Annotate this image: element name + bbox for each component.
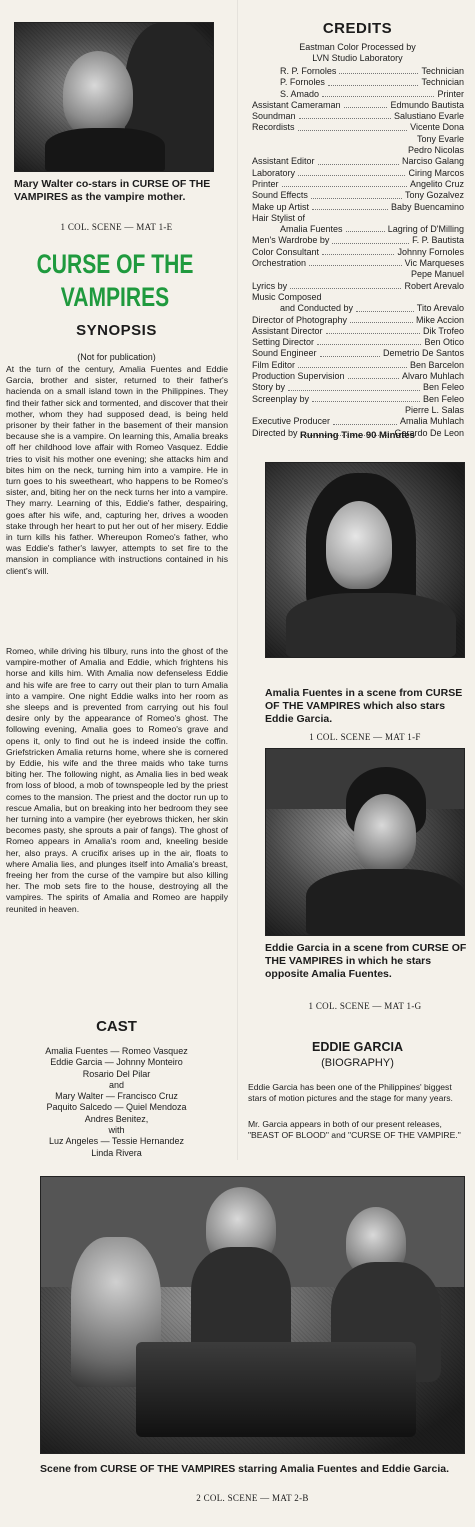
credit-name: Robert Arevalo [404, 280, 464, 291]
credit-role: Assistant Cameraman [252, 99, 341, 110]
credit-row [252, 134, 464, 145]
credit-role: Sound Effects [252, 190, 308, 201]
credit-row [252, 122, 464, 133]
cast-list [14, 1046, 219, 1159]
credit-name: Printer [437, 88, 464, 99]
credit-row [252, 292, 464, 303]
credit-leader-dots [339, 66, 418, 74]
credit-role: Color Consultant [252, 246, 320, 257]
credit-name: Ben Feleo [422, 393, 464, 404]
credit-role: Production Supervision [252, 371, 345, 382]
cast-line: Eddie Garcia — Johnny Monteiro [50, 1057, 183, 1068]
photo1-caption: Mary Walter co-stars in CURSE OF THE VAMPIRES as the vampire mother. [14, 178, 211, 203]
credit-row [252, 66, 464, 77]
credit-row [252, 202, 464, 213]
credit-name: Ben Feleo [422, 382, 464, 393]
credit-leader-dots [317, 337, 421, 345]
credits-intro-line1: Eastman Color Processed by [299, 42, 416, 52]
bio-paragraph-1: Eddie Garcia has been one of the Philippines' biggest stars of motion pictures and the stage for many years. [248, 1082, 453, 1104]
credit-leader-dots [346, 224, 385, 232]
credit-name: Technician [421, 66, 464, 76]
credit-role: R. P. Fornoles [280, 66, 337, 76]
photo-coffin-scene [40, 1176, 465, 1454]
credit-row [252, 337, 464, 348]
credit-row [252, 326, 464, 337]
credit-row [252, 145, 464, 156]
credit-leader-dots [350, 315, 413, 323]
credit-name: Ben Barcelon [409, 359, 464, 370]
credit-row [252, 303, 464, 314]
credit-name: Mike Accion [415, 314, 464, 325]
credit-name: Pedro Nicolas [407, 145, 464, 156]
credit-role: Lyrics by [252, 280, 288, 291]
cast-line: with [108, 1125, 125, 1136]
photo3-mat: 1 COL. SCENE — MAT 1-G [308, 1001, 422, 1011]
credit-name: Lagring of D'Milling [387, 224, 464, 235]
credit-row [252, 168, 464, 179]
credit-leader-dots [332, 235, 409, 243]
credit-role: P. Fornoles [280, 77, 325, 88]
cast-line: Luz Angeles — Tessie Hernandez [49, 1136, 184, 1147]
credit-role: Orchestration [252, 258, 307, 269]
credit-role: Printer [252, 178, 279, 189]
credit-row [252, 89, 464, 100]
credit-leader-dots [356, 303, 414, 311]
credit-name: Tony Evarle [416, 133, 464, 144]
synopsis-heading: SYNOPSIS [76, 322, 157, 339]
credit-role: Sound Engineer [252, 348, 317, 359]
credit-row [252, 394, 464, 405]
credit-row [252, 77, 464, 88]
cast-line: Andres Benitez, [84, 1113, 149, 1124]
credit-name: Tony Gozalvez [404, 190, 464, 201]
film-title-line2: VAMPIRES [60, 282, 170, 312]
credit-row [252, 111, 464, 122]
credit-name: Technician [421, 77, 464, 88]
credit-role: Executive Producer [252, 416, 331, 427]
credit-leader-dots [333, 416, 397, 424]
credit-role: Screenplay by [252, 393, 310, 404]
photo3-caption: Eddie Garcia in a scene from CURSE OF THE VAMPIRES in which he stars opposite Amalia Fuentes. [265, 942, 467, 980]
credit-role: S. Amado [280, 88, 320, 99]
running-time: Running Time 90 Minutes [300, 430, 415, 441]
credit-name: Demetrio De Santos [382, 348, 464, 359]
credit-role: Story by [252, 382, 286, 393]
synopsis-paragraph-2: Romeo, while driving his tilbury, runs into the ghost of the vampire-mother of Amalia and Eddie, which frightens his horse and kills him. With Amalia now defenseless Eddie and his wife are free to carry out their plan to turn Amalia into a vampire. One night Eddie walks into her room as she sleeps and is prevented from carrying out his foul desire only by the appearance of Romeo's ghost. The following evening, Amalia goes to Romeo's grave and opens it, only to find out he is indeed inside the coffin. Griefstricken Amalia returns home, where she is cornered by Eddie, his wife and the three maids who take turns biting her. The following night, as Amalia lies in bed weak from loss of blood, a mob of townspeople led by the priest comes to the mansion. The priest and the doctor run up to rescue Amalia, but on breaking into her bedroom they see her turning into a vampire (her eyebrows thicken, her skin becomes pasty, she sprouts a pair of fangs). The ghost of Romeo appears in Amalia's room and, kneeling beside her, also prays. A crucifix arises up in the air, floats to where Amalia lies, and plunges itself into Amalia's breast, freeing her from the curse of the vampire but also killing her. The mob sets fire to the house, destroying all the vampires. The spirits of Amalia and Romeo are happily reunited in heaven. [6, 646, 228, 914]
credit-role: Men's Wardrobe by [252, 235, 330, 246]
cast-line: Paquito Salcedo — Quiel Mendoza [46, 1102, 187, 1113]
credit-name: Baby Buencamino [390, 201, 464, 212]
credit-role: Make up Artist [252, 201, 310, 212]
credit-name: Narciso Galang [401, 156, 464, 167]
credit-row [252, 156, 464, 167]
photo2-mat: 1 COL. SCENE — MAT 1-F [309, 732, 421, 742]
cast-line: and [108, 1079, 125, 1090]
credit-role: Film Editor [252, 359, 296, 370]
credit-leader-dots [328, 77, 419, 85]
credit-leader-dots [322, 89, 434, 97]
credit-name: Alvaro Muhlach [401, 371, 464, 382]
credit-leader-dots [298, 122, 408, 130]
synopsis-paragraph-1: At the turn of the century, Amalia Fuentes and Eddie Garcia, brother and sister, returned to their father's hacienda on a small island town in the Philippines. They find their father sick and tormented, and discover that their mother, whom they had supposed dead, is being held prisoner by their father in the basement of their mansion because she is a vampire. On learning this, Amalia breaks off her childhood love affair with Romeo Vasquez. Eddie tries to visit his mother one evening; she attacks him and bites him on the neck, turning him into a vampire. He in turn goes to his sweetheart, who happens to be Romeo's sister, and, biting her on the neck turns her into a vampire. They marry. Learning of this, Eddie's father, despairing, goes after his wife, and, capturing her, drives a wooden stake through her heart to put her out of her misery. Eddie in turn kills his father. Whereupon Romeo's father, who was Eddie's father's lawyer, attempts to set fire to the mansion in compliance with instructions contained in his client's will. [6, 364, 228, 576]
film-title [33, 248, 197, 314]
credit-row [252, 405, 464, 416]
credit-row [252, 269, 464, 280]
cast-line: Rosario Del Pilar [82, 1068, 151, 1079]
credit-leader-dots [326, 326, 420, 334]
credit-leader-dots [298, 168, 405, 176]
credit-role: Directed by [252, 427, 298, 438]
cast-line: Mary Walter — Francisco Cruz [55, 1091, 178, 1102]
credit-row [252, 179, 464, 190]
credit-role: Music Composed [252, 291, 322, 302]
credit-row [252, 371, 464, 382]
credit-row [252, 360, 464, 371]
credit-name: Tito Arevalo [416, 303, 464, 314]
credit-role: Laboratory [252, 167, 296, 178]
credit-role: Setting Director [252, 337, 315, 348]
credits-list [252, 66, 464, 439]
credit-row [252, 258, 464, 269]
photo2-caption: Amalia Fuentes in a scene from CURSE OF THE VAMPIRES which also stars Eddie Garcia. [265, 687, 463, 725]
credit-leader-dots [311, 190, 402, 198]
credit-role: and Conducted by [280, 303, 354, 314]
cast-line: Linda Rivera [91, 1147, 142, 1158]
credit-name: Vicente Dona [410, 122, 464, 133]
photo-mary-walter [14, 22, 214, 172]
bio-paragraph-2: Mr. Garcia appears in both of our present releases, "BEAST OF BLOOD" and "CURSE OF THE VAMPIRE." [248, 1119, 461, 1141]
credit-role: Hair Stylist of [252, 212, 306, 223]
credit-role: Recordists [252, 122, 295, 133]
credit-name: Ciring Marcos [408, 167, 464, 178]
credit-row [252, 416, 464, 427]
bottom-caption: Scene from CURSE OF THE VAMPIRES starring Amalia Fuentes and Eddie Garcia. [40, 1463, 450, 1475]
credits-intro-line2: LVN Studio Laboratory [312, 53, 403, 64]
credits-intro [250, 42, 465, 65]
cast-heading: CAST [96, 1018, 137, 1035]
credit-name: Pepe Manuel [410, 269, 464, 280]
film-title-line1: CURSE OF THE [36, 249, 194, 279]
credit-leader-dots [309, 258, 402, 266]
credit-role: Soundman [252, 111, 296, 122]
credit-leader-dots [318, 156, 399, 164]
credit-name: Dik Trofeo [422, 325, 464, 336]
bio-subheading: (BIOGRAPHY) [321, 1057, 394, 1069]
credit-row [252, 247, 464, 258]
credit-row [252, 224, 464, 235]
credit-name: Gerardo De Leon [394, 427, 464, 438]
credit-row [252, 281, 464, 292]
credit-leader-dots [288, 382, 420, 390]
credit-leader-dots [299, 111, 391, 119]
credit-row [252, 235, 464, 246]
credit-row [252, 348, 464, 359]
credit-name: Salustiano Evarle [393, 111, 464, 122]
credit-leader-dots [298, 360, 407, 368]
credit-name: Vic Marqueses [404, 258, 464, 269]
photo1-mat: 1 COL. SCENE — MAT 1-E [60, 222, 173, 232]
credit-leader-dots [320, 348, 380, 356]
credit-role: Director of Photography [252, 314, 348, 325]
credit-row [252, 315, 464, 326]
credit-name: F. P. Bautista [412, 235, 464, 246]
credit-name: Johnny Fornoles [397, 246, 464, 257]
bottom-mat: 2 COL. SCENE — MAT 2-B [196, 1493, 309, 1503]
credit-leader-dots [322, 247, 394, 255]
credit-leader-dots [344, 100, 388, 108]
credit-name: Ben Otico [424, 337, 464, 348]
not-for-publication: (Not for publication) [77, 352, 156, 362]
credit-leader-dots [312, 202, 388, 210]
credit-name: Amalia Muhlach [399, 416, 464, 427]
credit-row [252, 190, 464, 201]
cast-line: Amalia Fuentes — Romeo Vasquez [45, 1046, 188, 1056]
photo-amalia-fuentes [265, 462, 465, 658]
credit-row [252, 100, 464, 111]
credit-role: Assistant Director [252, 325, 323, 336]
credit-name: Pierre L. Salas [404, 404, 464, 415]
credit-name: Angelito Cruz [409, 178, 464, 189]
credit-row [252, 213, 464, 224]
credits-heading: CREDITS [322, 20, 393, 37]
credit-leader-dots [290, 281, 401, 289]
credit-row [252, 382, 464, 393]
page-fold [237, 0, 238, 1160]
photo-eddie-garcia [265, 748, 465, 936]
credit-role: Amalia Fuentes [280, 224, 343, 235]
credit-leader-dots [282, 179, 407, 187]
credit-role: Assistant Editor [252, 156, 315, 167]
credit-leader-dots [312, 394, 420, 402]
bio-heading: EDDIE GARCIA [312, 1040, 403, 1054]
credit-leader-dots [348, 371, 399, 379]
credit-name: Edmundo Bautista [390, 99, 464, 110]
